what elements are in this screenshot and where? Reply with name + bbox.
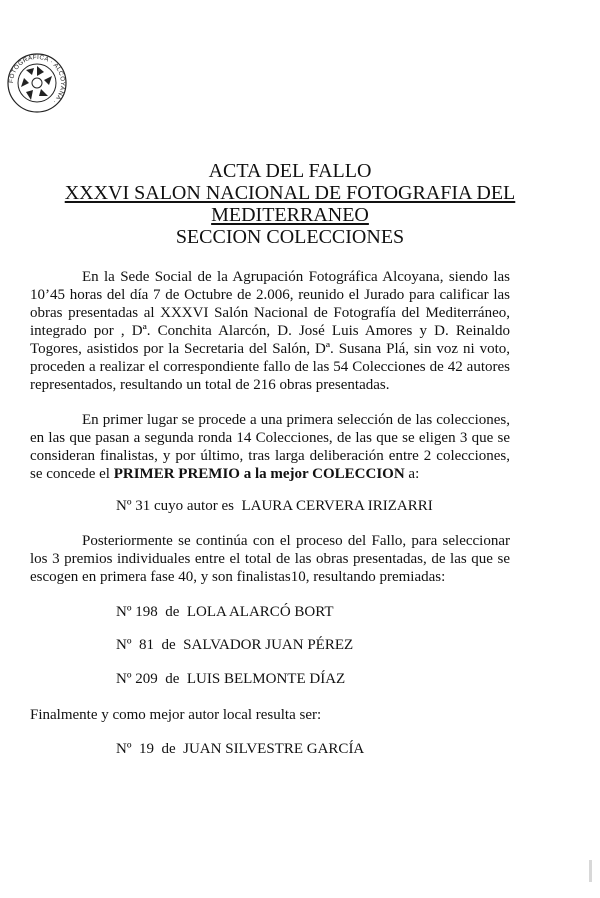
title-line-4: SECCION COLECCIONES [175,226,405,248]
scan-edge-mark [589,860,592,882]
intro-paragraph: En la Sede Social de la Agrupación Fotográfica Alcoyana, siendo las 10’45 horas del día 7 de Octubre de 2.006, reunido el Jurado para calificar las obras presentadas al XXXVI Salón Nacional de Fotografía del Mediterráneo, integrado por , Dª. Conchita Alarcón, D. José Luis Amores y D. Reinaldo Togores, asistidos por la Secretaria del Salón, Dª. Susana Plá, sin voz ni voto, proceden a realizar el correspondiente fallo de las 54 Colecciones de 42 autores representados, resultando un total de 216 obras presentadas. [30,269,510,393]
collection-winner-entry: Nº 31 cuyo autor es LAURA CERVERA IRIZARRI [116,498,433,514]
prize-entry-1: Nº 198 de LOLA ALARCÓ BORT [116,604,334,620]
first-prize-emphasis: PRIMER PREMIO a la mejor COLECCION [113,466,405,482]
title-line-3: MEDITERRANEO [211,204,369,226]
document-title [40,160,540,248]
seal-text: FOTOGRAFICA · ALCOYANA · [7,53,67,106]
individual-prizes-paragraph: Posteriormente se continúa con el proceso del Fallo, para seleccionar los 3 premios individuales entre el total de las obras presentadas, de las que se escogen en primera fase 40, y son finalistas10, resultando premiadas: [30,533,510,585]
first-prize-paragraph [30,411,510,483]
club-seal-icon [6,52,68,114]
local-author-entry: Nº 19 de JUAN SILVESTRE GARCÍA [116,741,365,757]
first-prize-text-end: a: [404,466,420,482]
prize-entry-2: Nº 81 de SALVADOR JUAN PÉREZ [116,637,354,653]
local-author-paragraph: Finalmente y como mejor autor local resulta ser: [30,707,322,723]
title-line-1: ACTA DEL FALLO [208,160,372,182]
first-prize-text: En primer lugar se procede a una primera selección de las colecciones, en las que pasan a segunda ronda 14 Colecciones, de las que se eligen 3 que se consideran finalistas, y por último, tras larga deliberación entre 2 colecciones, se concede el [30,412,510,482]
prize-entry-3: Nº 209 de LUIS BELMONTE DÍAZ [116,671,346,687]
title-line-2: XXXVI SALON NACIONAL DE FOTOGRAFIA DEL [64,182,516,204]
